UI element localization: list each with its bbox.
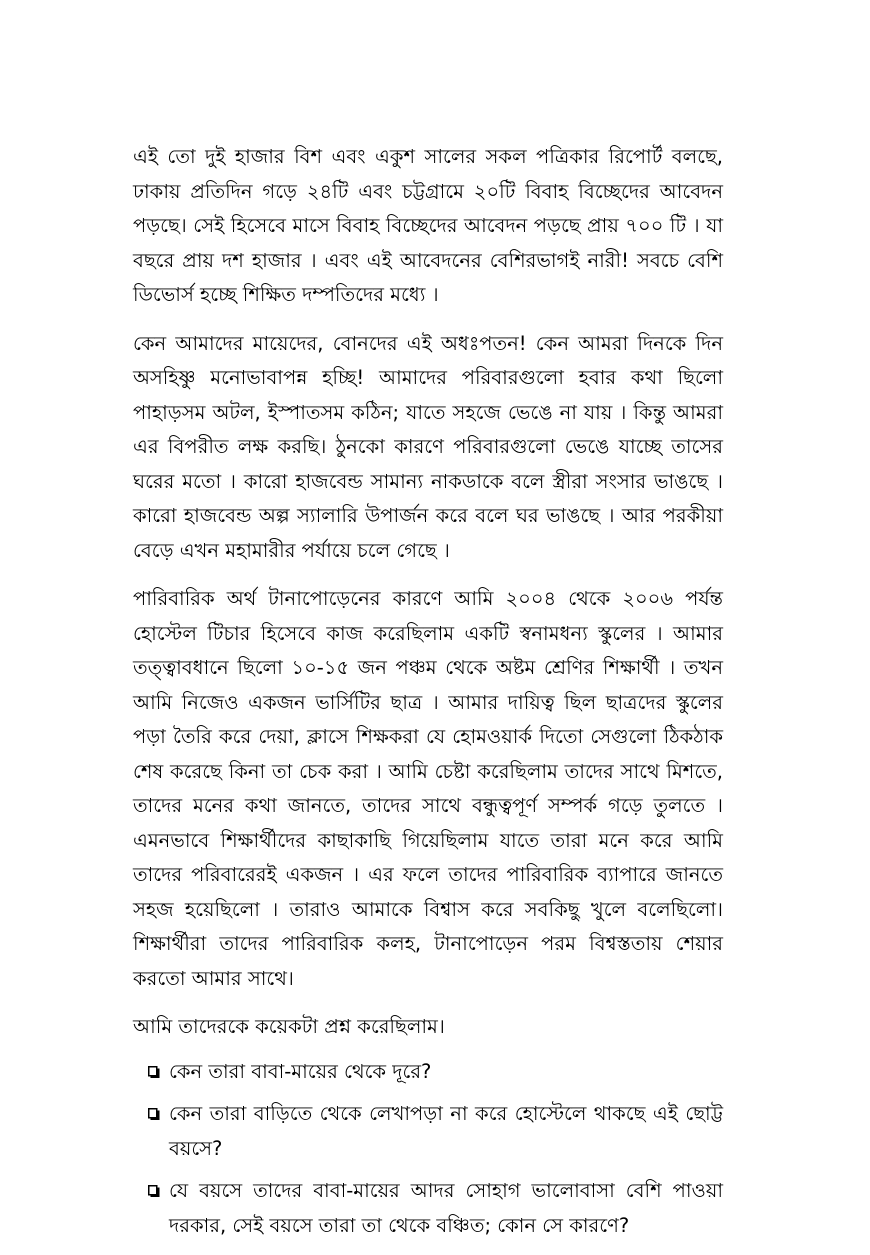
paragraph-hostel-teacher: পারিবারিক অর্থ টানাপোড়েনের কারণে আমি ২০০৪ থেকে ২০০৬ পর্যন্ত হোস্টেল টিচার হিসেবে কাজ করেছিলাম একটি স্বনামধন্য স্কুলের । আমার তত্ত্বাবধানে ছিলো ১০-১৫ জন পঞ্চম থেকে অষ্টম শ্রেণির শিক্ষার্থী । তখন আমি নিজেও একজন ভার্সিটির ছাত্র । আমার দায়িত্ব ছিল ছাত্রদের স্কুলের পড়া তৈরি করে দেয়া, ক্লাসে শিক্ষকরা যে হোমওয়ার্ক দিতো সেগুলো ঠিকঠাক শেষ করেছে কিনা তা চেক করা । আমি চেষ্টা করেছিলাম তাদের সাথে মিশতে, তাদের মনের কথা জানতে, তাদের সাথে বন্ধুত্বপূর্ণ সম্পর্ক গড়ে তুলতে । এমনভাবে শিক্ষার্থীদের কাছাকাছি গিয়েছিলাম যাতে তারা মনে করে আমি তাদের পরিবারেরই একজন । এর ফলে তাদের পারিবারিক ব্যাপারে জানতে সহজ হয়েছিলো । তারাও আমাকে বিশ্বাস করে সবকিছু খুলে বলেছিলো। শিক্ষার্থীরা তাদের পারিবারিক কলহ, টানাপোড়েন পরম বিশ্বস্ততায় শেয়ার করতো আমার সাথে। <box>133 587 723 990</box>
question-list <box>133 1055 723 1244</box>
paragraph-questions-intro: আমি তাদেরকে কয়েকটা প্রশ্ন করেছিলাম। <box>133 1015 445 1038</box>
paragraph-divorce-statistics: এই তো দুই হাজার বিশ এবং একুশ সালের সকল পত্রিকার রিপোর্ট বলছে, ঢাকায় প্রতিদিন গড়ে ২৪টি এবং চট্টগ্রামে ২০টি বিবাহ বিচ্ছেদের আবেদন পড়ছে। সেই হিসেবে মাসে বিবাহ বিচ্ছেদের আবেদন পড়ছে প্রায় ৭০০ টি । যা বছরে প্রায় দশ হাজার । এবং এই আবেদনের বেশিরভাগই নারী! সবচে বেশি ডিভোর্স হচ্ছে শিক্ষিত দম্পতিদের মধ্যে । <box>133 145 723 306</box>
paragraph-family-breakdown: কেন আমাদের মায়েদের, বোনদের এই অধঃপতন! কেন আমরা দিনকে দিন অসহিষ্ণু মনোভাবাপন্ন হচ্ছি! আমাদের পরিবারগুলো হবার কথা ছিলো পাহাড়সম অটল, ইস্পাতসম কঠিন; যাতে সহজে ভেঙে না যায় । কিন্তু আমরা এর বিপরীত লক্ষ করছি। ঠুনকো কারণে পরিবারগুলো ভেঙে যাচ্ছে তাসের ঘরের মতো । কারো হাজবেন্ড সামান্য নাকডাকে বলে স্ত্রীরা সংসার ভাঙছে । কারো হাজবেন্ড অল্প স্যালারি উপার্জন করে বলে ঘর ভাঙছে । আর পরকীয়া বেড়ে এখন মহামারীর পর্যায়ে চলে গেছে । <box>133 331 723 562</box>
question-text: যে বয়সে তাদের বাবা-মায়ের আদর সোহাগ ভালোবাসা বেশি পাওয়া দরকার, সেই বয়সে তারা তা থেকে বঞ্চিত; কোন সে কারণে? <box>169 1179 723 1237</box>
list-item <box>133 1055 723 1090</box>
list-item <box>133 1174 723 1243</box>
square-bullet-icon <box>148 1108 160 1121</box>
list-item <box>133 1097 723 1166</box>
question-text: কেন তারা বাড়িতে থেকে লেখাপড়া না করে হোস্টেলে থাকছে এই ছোট্ট বয়সে? <box>169 1102 723 1160</box>
square-bullet-icon <box>148 1185 160 1198</box>
question-text: কেন তারা বাবা-মায়ের থেকে দূরে? <box>169 1059 432 1083</box>
document-page <box>133 140 723 1251</box>
square-bullet-icon <box>148 1066 160 1079</box>
